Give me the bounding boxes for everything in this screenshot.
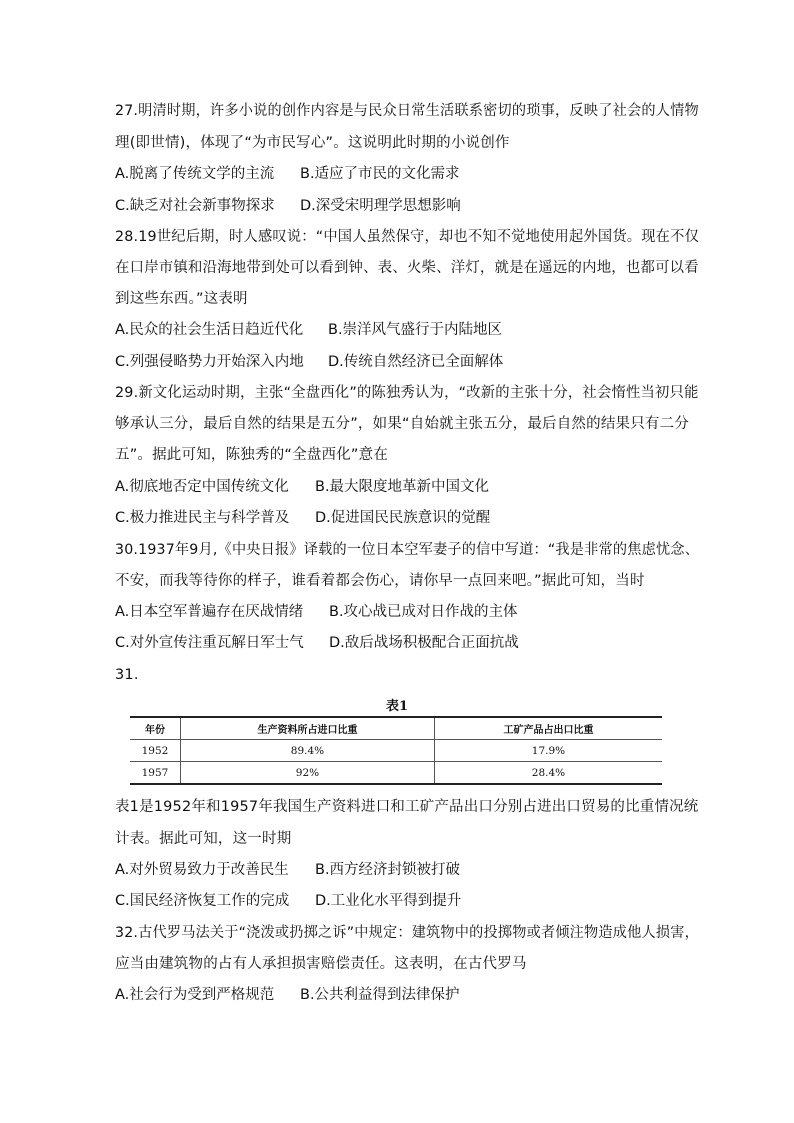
q31-option-d: D.工业化水平得到提升 — [315, 893, 462, 909]
q29-stem-line-1: 29.新文化运动时期，主张“全盘西化”的陈独秀认为，“改新的主张十分，社会惰性当初只能 — [115, 385, 699, 401]
q29-option-d: D.促进国民民族意识的觉醒 — [315, 510, 491, 526]
q29-option-b: B.最大限度地革新中国文化 — [315, 479, 490, 495]
table-cell: 1957 — [130, 762, 181, 785]
q31-stem-line-1: 表1是1952年和1957年我国生产资料进口和工矿产品出口分别占进出口贸易的比重情况统 — [115, 799, 699, 815]
q29-stem-line-2: 够承认三分，最后自然的结果是五分”，如果“自始就主张五分，最后自然的结果只有二分 — [115, 416, 690, 432]
q31-number: 31. — [115, 667, 139, 683]
q30-option-c: C.对外宣传注重瓦解日军士气 — [115, 635, 304, 651]
q32-stem-line-2: 应当由建筑物的占有人承担损害赔偿责任。这表明，在古代罗马 — [115, 956, 527, 972]
data-table — [130, 716, 662, 785]
q27-stem-line-1: 27.明清时期，许多小说的创作内容是与民众日常生活联系密切的琐事，反映了社会的人情物 — [115, 103, 699, 119]
table-header-cell: 生产资料所占进口比重 — [181, 717, 435, 740]
table-cell: 17.9% — [434, 740, 662, 762]
table-title: 表1 — [385, 699, 409, 714]
q28-stem-line-2: 在口岸市镇和沿海地带到处可以看到钟、表、火柴、洋灯，就是在遥远的内地，也都可以看 — [115, 260, 699, 276]
q31-option-b: B.西方经济封锁被打破 — [315, 862, 461, 878]
table-row — [130, 762, 662, 785]
q28-stem-line-1: 28.19世纪后期，时人感叹说：“中国人虽然保守，却也不知不觉地使用起外国货。现在不仅 — [115, 229, 700, 245]
table-row — [130, 740, 662, 762]
table-cell: 92% — [181, 762, 435, 785]
table-header-row — [130, 717, 662, 740]
q28-stem-line-3: 到这些东西。”这表明 — [115, 291, 248, 307]
q29-stem-line-3: 五”。据此可知，陈独秀的“全盘西化”意在 — [115, 447, 389, 463]
q27-option-c: C.缺乏对社会新事物探求 — [115, 198, 275, 214]
q27-stem-line-2: 理(即世情)，体现了“为市民写心”。这说明此时期的小说创作 — [115, 135, 510, 151]
q29-option-c: C.极力推进民主与科学普及 — [115, 510, 290, 526]
q32-option-b: B.公共利益得到法律保护 — [300, 987, 460, 1003]
q29-option-a: A.彻底地否定中国传统文化 — [115, 479, 289, 495]
table-header-cell: 年份 — [130, 717, 181, 740]
q28-option-b: B.崇洋风气盛行于内陆地区 — [328, 322, 503, 338]
q27-option-d: D.深受宋明理学思想影响 — [300, 198, 461, 214]
q31-option-c: C.国民经济恢复工作的完成 — [115, 893, 290, 909]
q30-option-a: A.日本空军普遍存在厌战情绪 — [115, 604, 304, 620]
q28-option-d: D.传统自然经济已全面解体 — [328, 354, 504, 370]
table-header-cell: 工矿产品占出口比重 — [434, 717, 662, 740]
q32-stem-line-1: 32.古代罗马法关于“浇泼或扔掷之诉”中规定：建筑物中的投掷物或者倾注物造成他人损害， — [115, 925, 699, 941]
q31-option-a: A.对外贸易致力于改善民生 — [115, 862, 289, 878]
table-cell: 89.4% — [181, 740, 435, 762]
q27-option-b: B.适应了市民的文化需求 — [300, 166, 460, 182]
q30-stem-line-1: 30.1937年9月,《中央日报》译载的一位日本空军妻子的信中写道：“我是非常的焦虑忧念、 — [115, 542, 700, 558]
q27-option-a: A.脱离了传统文学的主流 — [115, 166, 275, 182]
q31-stem-line-2: 计表。据此可知，这一时期 — [115, 831, 292, 847]
q28-option-a: A.民众的社会生活日趋近代化 — [115, 322, 304, 338]
q28-option-c: C.列强侵略势力开始深入内地 — [115, 354, 304, 370]
q32-option-a: A.社会行为受到严格规范 — [115, 987, 275, 1003]
table-cell: 1952 — [130, 740, 181, 762]
q30-option-b: B.攻心战已成对日作战的主体 — [329, 604, 518, 620]
table-cell: 28.4% — [434, 762, 662, 785]
q30-stem-line-2: 不安，而我等待你的样子，谁看着都会伤心，请你早一点回来吧。”据此可知，当时 — [115, 573, 645, 589]
q30-option-d: D.敌后战场积极配合正面抗战 — [329, 635, 519, 651]
